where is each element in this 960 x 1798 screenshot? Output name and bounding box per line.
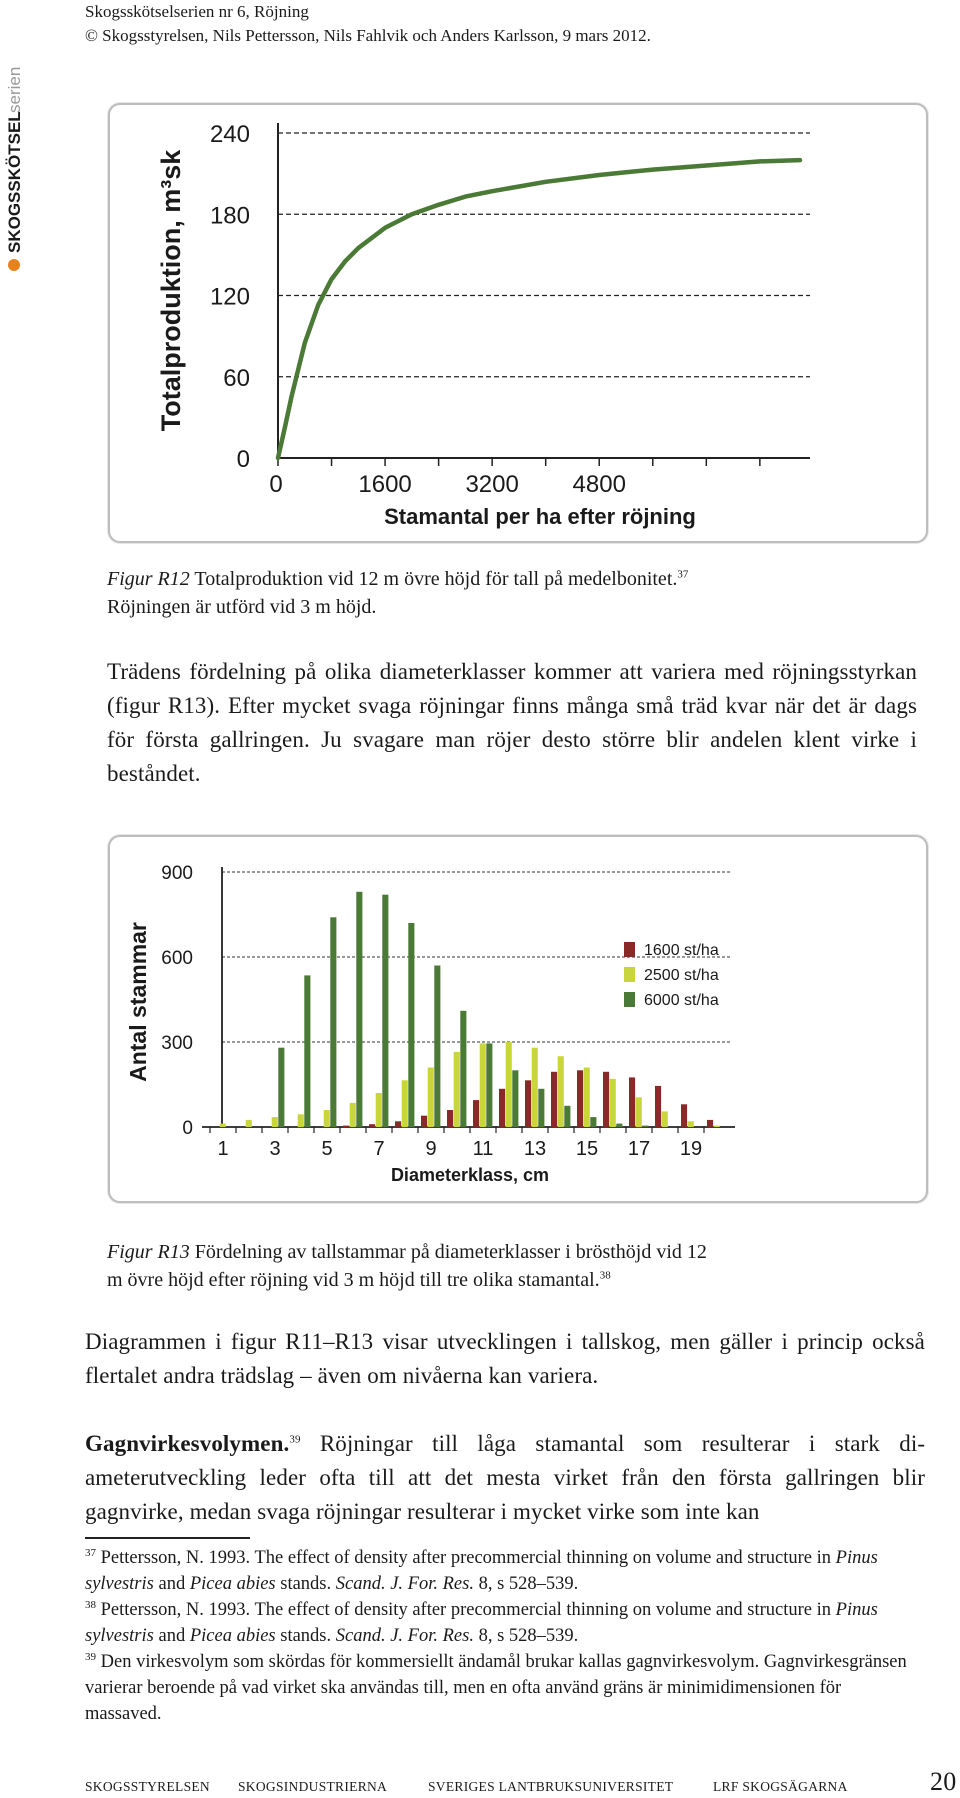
bar-2500-class-16 (610, 1079, 616, 1127)
footer-org-skogsstyrelsen: SKOGSSTYRELSEN (85, 1779, 210, 1794)
bar-6000-class-8 (408, 923, 414, 1127)
brand-bold-text: SKOGSSKÖTSEL (5, 111, 24, 253)
page-header (85, 0, 651, 48)
footnote-39 (85, 1649, 915, 1727)
bar-6000-class-14 (564, 1106, 570, 1127)
footnote-38-a: Pettersson, N. 1993. The effect of density after precommercial thinning on volume and structure in (96, 1600, 836, 1620)
bar-2500-class-2 (246, 1120, 252, 1127)
bar-1600-class-8 (395, 1121, 401, 1127)
caption-r13-label: Figur R13 (107, 1241, 190, 1263)
bar-1600-class-12 (499, 1089, 505, 1127)
x-axis-label: Diameterklass, cm (390, 1165, 550, 1185)
footer-org-skogsindustrierna: SKOGSINDUSTRIERNA (238, 1779, 388, 1794)
caption-r13 (107, 1238, 907, 1294)
y-tick-label-900: 900 (161, 863, 193, 884)
bar-6000-class-4 (304, 975, 310, 1127)
caption-r12-text: Totalproduktion vid 12 m övre höjd för tall på medelbonitet. (189, 568, 678, 590)
bar-2500-class-8 (402, 1080, 408, 1127)
bar-chart-r13 (110, 837, 926, 1201)
legend-label-1600: 1600 st/ha (644, 942, 719, 959)
x-tick-label-3: 3 (269, 1138, 281, 1160)
bar-1600-class-10 (447, 1110, 453, 1127)
footnote-39-text: Den virkesvolym som skördas för kommersiellt ändamål brukar kallas gagnvirkesvolym. Gagnvirkesgränsen varierar beroende på vad virket ska användas till, men en ofta använd gräns är minimidimensionen för massaved. (85, 1652, 907, 1724)
x-tick-label-13: 13 (523, 1138, 547, 1160)
brand-dot (8, 259, 20, 271)
figure-r12 (108, 103, 928, 543)
footnote-37-species1: Pinus sylvestris (85, 1548, 878, 1594)
bar-6000-class-9 (434, 966, 440, 1128)
bar-2500-class-9 (428, 1068, 434, 1128)
bar-6000-class-3 (278, 1048, 284, 1127)
bar-1600-class-20 (707, 1120, 713, 1127)
bar-6000-class-17 (642, 1126, 648, 1127)
series-line-totalproduktion (278, 160, 800, 458)
bar-1600-class-13 (525, 1080, 531, 1127)
bar-2500-class-6 (350, 1103, 356, 1127)
x-tick-label-4800: 4800 (572, 471, 626, 498)
footnote-38-journal: Scand. J. For. Res. (335, 1626, 474, 1646)
x-tick-label-0: 0 (269, 471, 283, 498)
bar-2500-class-10 (454, 1052, 460, 1127)
bar-2500-class-14 (558, 1056, 564, 1127)
footnote-divider (85, 1537, 250, 1539)
copyright-line: © Skogsstyrelsen, Nils Pettersson, Nils Fahlvik och Anders Karlsson, 9 mars 2012. (85, 26, 651, 45)
paragraph-tree-distribution: Trädens fördelning på olika diameterklasser kommer att variera med röjningsstyrkan (figur R13). Efter mycket svaga röjningar finns många små träd kvar när det är dags för första gallringen. Ju svagare man röjer desto större blir andelen klent virke i beståndet. (107, 659, 917, 786)
x-tick-label-17: 17 (627, 1138, 651, 1160)
bar-6000-class-15 (590, 1117, 596, 1127)
gagnvirke-ref: 39 (289, 1433, 301, 1446)
bar-1600-class-16 (603, 1072, 609, 1127)
footnote-38-species1: Pinus sylvestris (85, 1600, 878, 1646)
bar-2500-class-17 (636, 1097, 642, 1127)
caption-r12-ref: 37 (677, 568, 689, 581)
bar-2500-class-4 (298, 1114, 304, 1127)
brand-light-text: serien (5, 66, 24, 113)
bar-2500-class-13 (532, 1048, 538, 1127)
footnote-37-species2: Picea abies (189, 1574, 276, 1594)
bar-6000-class-13 (538, 1089, 544, 1127)
bar-1600-class-17 (629, 1077, 635, 1127)
caption-r12 (107, 565, 907, 621)
gagnvirke-heading: Gagnvirkesvolymen. (85, 1431, 290, 1456)
y-tick-label-60: 60 (223, 364, 250, 392)
bar-2500-class-15 (584, 1068, 590, 1128)
caption-r12-line2: Röjningen är utförd vid 3 m höjd. (107, 596, 377, 618)
bar-1600-class-18 (655, 1086, 661, 1127)
x-tick-label-11: 11 (472, 1138, 494, 1160)
x-tick-label-9: 9 (425, 1138, 437, 1160)
bar-6000-class-7 (382, 895, 388, 1127)
footnote-38-and: and (153, 1626, 190, 1646)
bar-2500-class-18 (662, 1111, 668, 1127)
legend-swatch-1600 (624, 942, 635, 957)
footnote-37-num: 37 (85, 1546, 96, 1559)
gagnvirke-text: Röjningar till låga stamantal som resulterar i stark diameterutveckling leder ofta till att det mesta virket från den första gallringen blir gagnvirke, medan svaga röjningar resulterar i mycket virke som inte kan (85, 1431, 925, 1524)
bar-1600-class-14 (551, 1072, 557, 1127)
footnote-38 (85, 1597, 915, 1649)
bar-2500-class-5 (324, 1110, 330, 1127)
x-tick-label-19: 19 (679, 1138, 703, 1160)
y-tick-label-0: 0 (182, 1118, 193, 1139)
bar-2500-class-1 (220, 1124, 226, 1127)
bar-1600-class-9 (421, 1116, 427, 1127)
bar-6000-class-6 (356, 892, 362, 1127)
footnote-38-num: 38 (85, 1598, 96, 1611)
x-tick-label-5: 5 (321, 1138, 333, 1160)
x-tick-label-3200: 3200 (465, 471, 519, 498)
footnote-37-journal: Scand. J. For. Res. (335, 1574, 474, 1594)
caption-r13-line2: m övre höjd efter röjning vid 3 m höjd till tre olika stamantal. (107, 1269, 600, 1291)
footnote-38-b: stands. (275, 1626, 336, 1646)
series-title: Skogsskötselserien nr 6, Röjning (85, 2, 309, 21)
footnote-37-b: stands. (275, 1574, 336, 1594)
bar-6000-class-12 (512, 1070, 518, 1127)
bar-1600-class-15 (577, 1070, 583, 1127)
footnote-38-c: 8, s 528–539. (473, 1626, 579, 1646)
x-tick-label-15: 15 (575, 1138, 599, 1160)
bar-2500-class-12 (506, 1042, 512, 1127)
bar-2500-class-3 (272, 1117, 278, 1127)
paragraph-gagnvirke (85, 1427, 925, 1529)
figure-r13 (108, 835, 928, 1203)
x-tick-label-1600: 1600 (358, 471, 412, 498)
y-axis-label: Antal stammar (125, 922, 151, 1082)
legend-swatch-2500 (624, 967, 635, 982)
x-tick-label-1: 1 (217, 1138, 229, 1160)
y-tick-label-120: 120 (209, 283, 250, 311)
footer-org-lrf: LRF SKOGSÄGARNA (713, 1779, 848, 1794)
x-tick-label-7: 7 (373, 1138, 385, 1160)
bar-6000-class-16 (616, 1124, 622, 1127)
bar-1600-class-19 (681, 1104, 687, 1127)
y-tick-label-240: 240 (209, 121, 250, 148)
bar-6000-class-11 (486, 1043, 492, 1127)
bar-2500-class-19 (688, 1121, 694, 1127)
bar-1600-class-7 (369, 1124, 375, 1127)
y-tick-label-0: 0 (236, 446, 250, 473)
footnote-39-num: 39 (85, 1650, 96, 1663)
legend-label-6000: 6000 st/ha (644, 992, 719, 1009)
x-axis-label: Stamantal per ha efter röjning (384, 504, 696, 529)
footnote-37-and: and (153, 1574, 190, 1594)
y-tick-label-600: 600 (161, 948, 193, 969)
bar-2500-class-7 (376, 1093, 382, 1127)
legend-label-2500: 2500 st/ha (644, 967, 719, 984)
caption-r13-ref: 38 (599, 1269, 611, 1282)
footnote-37-a: Pettersson, N. 1993. The effect of density after precommercial thinning on volume and structure in (96, 1548, 836, 1568)
caption-r12-label: Figur R12 (107, 568, 190, 590)
bar-1600-class-6 (343, 1126, 349, 1127)
footnotes (85, 1545, 915, 1727)
legend-swatch-6000 (624, 992, 635, 1007)
footnote-37 (85, 1545, 915, 1597)
line-chart-r12 (110, 105, 926, 541)
footnote-37-c: 8, s 528–539. (473, 1574, 579, 1594)
paragraph-diagrams: Diagrammen i figur R11–R13 visar utvecklingen i tallskog, men gäller i princip också flertalet andra trädslag – även om nivåerna kan variera. (85, 1329, 925, 1388)
y-tick-label-300: 300 (161, 1033, 193, 1054)
bar-6000-class-10 (460, 1011, 466, 1127)
bar-6000-class-5 (330, 917, 336, 1127)
page-number: 20 (930, 1767, 957, 1796)
y-axis-label: Totalproduktion, m³sk (156, 149, 186, 432)
bar-2500-class-11 (480, 1043, 486, 1127)
footer-org-slu: SVERIGES LANTBRUKSUNIVERSITET (428, 1779, 674, 1794)
caption-r13-line1: Fördelning av tallstammar på diameterklasser i brösthöjd vid 12 (189, 1241, 707, 1263)
y-tick-label-180: 180 (209, 202, 250, 230)
bar-1600-class-11 (473, 1100, 479, 1127)
bar-2500-class-20 (714, 1126, 720, 1127)
footnote-38-species2: Picea abies (189, 1626, 276, 1646)
brand-logo (0, 38, 28, 273)
